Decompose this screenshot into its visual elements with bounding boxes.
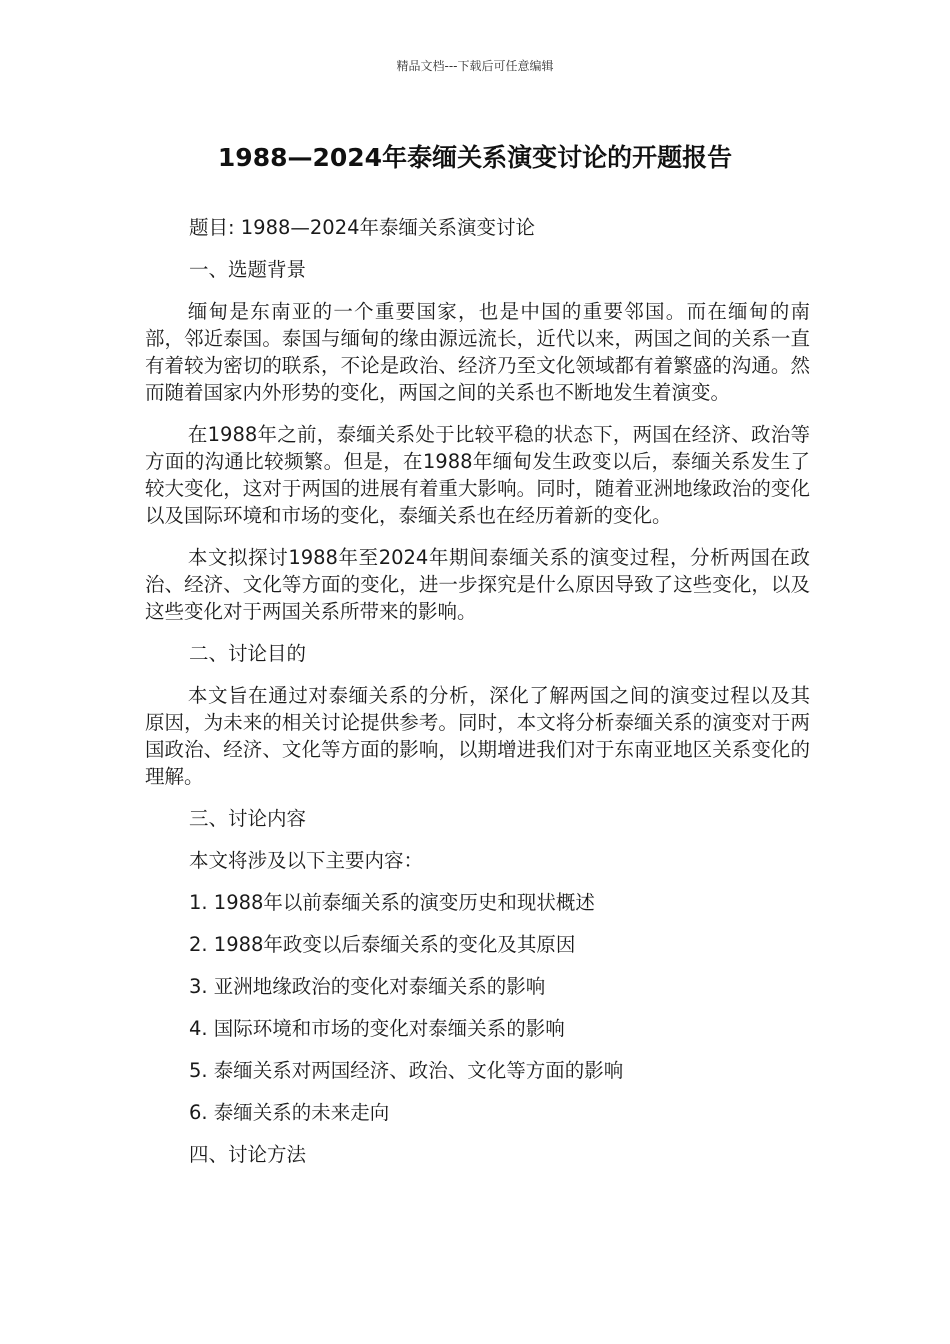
paragraph: 本文拟探讨1988年至2024年期间泰缅关系的演变过程，分析两国在政治、经济、文化等方面的变化，进一步探究是什么原因导致了这些变化，以及这些变化对于两国关系所带来的影响。 (145, 546, 810, 623)
header-note: 精品文档---下载后可任意编辑 (396, 59, 554, 73)
topic-line: 题目: 1988—2024年泰缅关系演变讨论 (189, 216, 536, 239)
document-body (145, 214, 810, 1183)
list-item: 5. 泰缅关系对两国经济、政治、文化等方面的影响 (189, 1059, 624, 1082)
content-intro: 本文将涉及以下主要内容： (189, 849, 424, 872)
list-item: 6. 泰缅关系的未来走向 (189, 1101, 390, 1124)
document-title: 1988—2024年泰缅关系演变讨论的开题报告 (217, 143, 733, 172)
section-heading-methods: 四、讨论方法 (189, 1143, 307, 1166)
paragraph: 本文旨在通过对泰缅关系的分析，深化了解两国之间的演变过程以及其原因，为未来的相关讨论提供参考。同时，本文将分析泰缅关系的演变对于两国政治、经济、文化等方面的影响，以期增进我们对于东南亚地区关系变化的理解。 (145, 684, 810, 788)
section-heading-content: 三、讨论内容 (189, 807, 307, 830)
paragraph: 在1988年之前，泰缅关系处于比较平稳的状态下，两国在经济、政治等方面的沟通比较频繁。但是，在1988年缅甸发生政变以后，泰缅关系发生了较大变化，这对于两国的进展有着重大影响。同时，随着亚洲地缘政治的变化以及国际环境和市场的变化，泰缅关系也在经历着新的变化。 (145, 423, 810, 527)
paragraph: 缅甸是东南亚的一个重要国家，也是中国的重要邻国。而在缅甸的南部，邻近泰国。泰国与缅甸的缘由源远流长，近代以来，两国之间的关系一直有着较为密切的联系，不论是政治、经济乃至文化领域都有着繁盛的沟通。然而随着国家内外形势的变化，两国之间的关系也不断地发生着演变。 (145, 300, 810, 404)
list-item: 2. 1988年政变以后泰缅关系的变化及其原因 (189, 933, 576, 956)
list-item: 3. 亚洲地缘政治的变化对泰缅关系的影响 (189, 975, 546, 998)
list-item: 4. 国际环境和市场的变化对泰缅关系的影响 (189, 1017, 565, 1040)
section-heading-purpose: 二、讨论目的 (189, 642, 307, 665)
section-heading-background: 一、选题背景 (189, 258, 307, 281)
list-item: 1. 1988年以前泰缅关系的演变历史和现状概述 (189, 891, 595, 914)
